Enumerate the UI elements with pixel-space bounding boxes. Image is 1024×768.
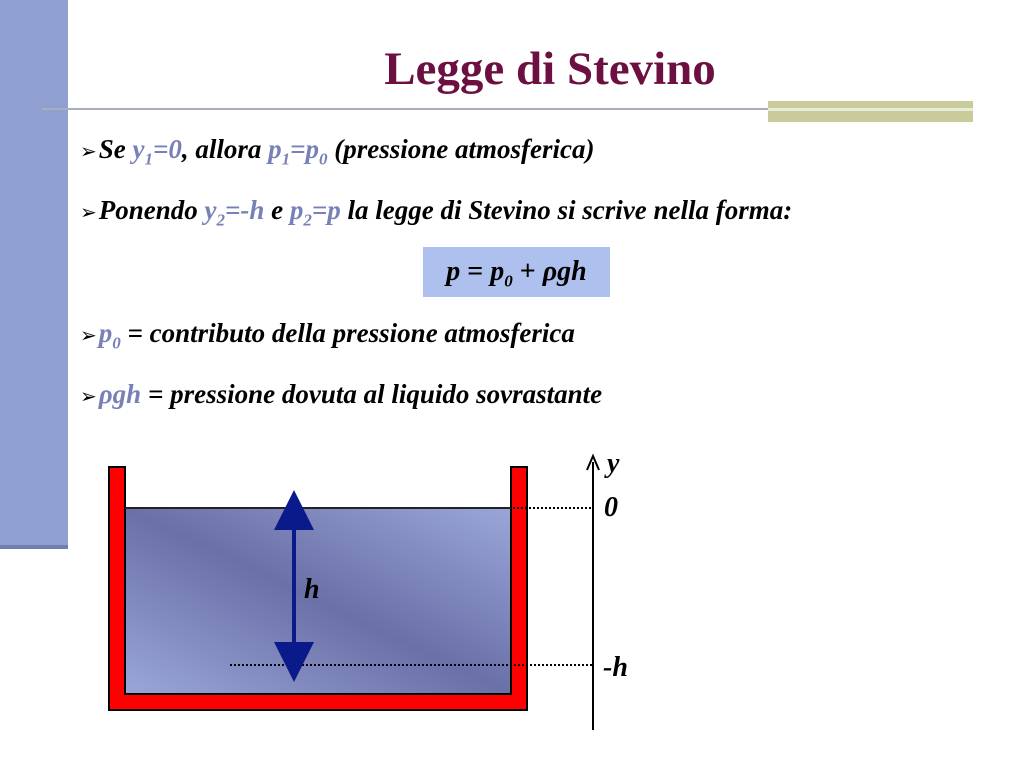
text-run: =-h <box>225 195 265 225</box>
formula-p0: p <box>490 256 505 287</box>
arrow-bullet-icon: ➢ <box>80 200 97 224</box>
text-run: =p <box>311 195 341 225</box>
formula-equals: = <box>460 256 491 287</box>
tick-minus-h-label: -h <box>603 652 628 683</box>
subscript: 2 <box>303 210 312 230</box>
text-run: (pressione atmosferica) <box>327 134 595 164</box>
text-run: =0 <box>153 134 182 164</box>
text-run: y <box>132 134 145 164</box>
formula-plus: + <box>512 256 543 287</box>
arrow-bullet-icon: ➢ <box>80 323 97 347</box>
subscript: 1 <box>281 149 291 169</box>
text-run: y <box>204 195 217 225</box>
arrow-bullet-icon: ➢ <box>80 384 97 408</box>
text-run: =p <box>290 134 320 164</box>
slide-title: Legge di Stevino <box>384 43 716 95</box>
text-run: p <box>98 318 113 348</box>
text-run: Se <box>98 134 133 164</box>
formula-p0-sub: 0 <box>504 271 513 291</box>
text-run: Ponendo <box>98 195 205 225</box>
text-run: = pressione dovuta al liquido sovrastante <box>141 379 603 409</box>
text-run: p <box>268 134 282 164</box>
text-run: la legge di Stevino si scrive nella forma: <box>340 195 793 225</box>
text-run: e <box>264 195 290 225</box>
text-run: p <box>289 195 304 225</box>
depth-h-label: h <box>304 574 320 605</box>
arrow-bullet-icon: ➢ <box>80 139 97 163</box>
y-axis-label: y <box>607 448 620 479</box>
tick-zero-label: 0 <box>604 492 618 523</box>
subscript: 1 <box>144 149 153 169</box>
formula-term: ρgh <box>542 256 587 287</box>
subscript: 0 <box>112 333 121 353</box>
text-run: = contributo della pressione atmosferica <box>120 318 575 348</box>
text-run: , allora <box>181 134 269 164</box>
subscript: 0 <box>319 149 328 169</box>
formula-lhs: p <box>446 256 461 287</box>
subscript: 2 <box>216 210 226 230</box>
text-run: ρgh <box>98 379 142 409</box>
